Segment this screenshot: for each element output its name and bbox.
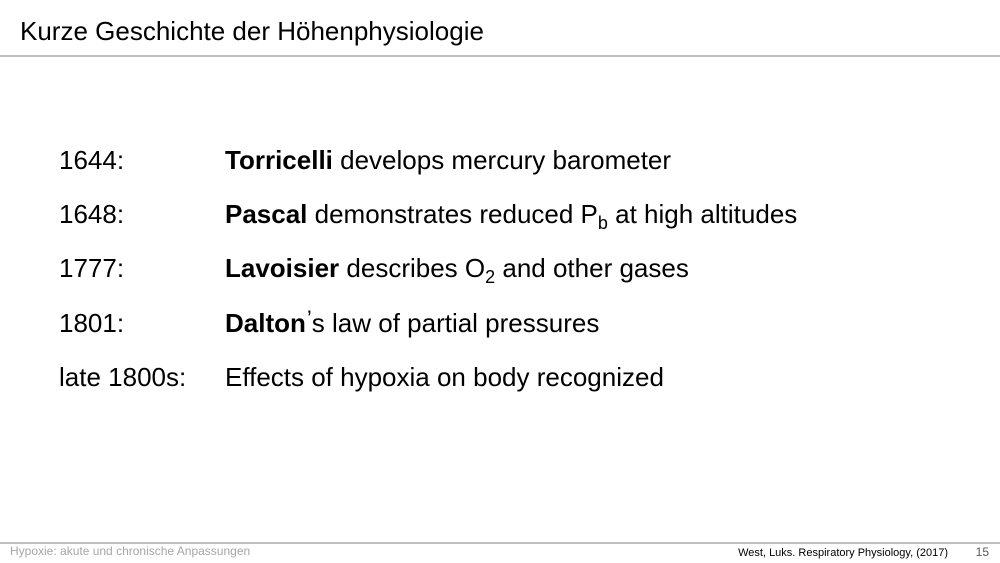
event-text: describes O: [339, 253, 486, 283]
event-text-continued: at high altitudes: [607, 199, 798, 229]
event-text: demonstrates reduced P: [307, 199, 598, 229]
timeline-year: late 1800s:: [59, 362, 187, 392]
timeline-year: 1777:: [59, 253, 125, 283]
pressure-subscript: b: [597, 213, 608, 233]
timeline-year: 1648:: [59, 199, 125, 229]
timeline-event: [225, 360, 664, 394]
timeline-year: 1644:: [59, 145, 125, 175]
timeline-row-1648: [0, 197, 1000, 237]
event-text: s law of partial pressures: [311, 308, 600, 338]
timeline-row-1644: [0, 143, 1000, 183]
event-text: Effects of hypoxia on body recognized: [225, 362, 664, 392]
page-number: 15: [975, 545, 989, 559]
timeline-event: [225, 306, 599, 340]
timeline-event: [225, 197, 797, 231]
timeline-year: 1801:: [59, 308, 125, 338]
timeline-row-late-1800s: [0, 360, 1000, 400]
timeline-row-1801: [0, 306, 1000, 346]
slide-title: Kurze Geschichte der Höhenphysiologie: [20, 16, 484, 46]
timeline-row-1777: [0, 251, 1000, 291]
person-name: Pascal: [225, 199, 308, 229]
timeline-event: [225, 251, 689, 285]
person-name: Torricelli: [225, 145, 333, 175]
event-text: develops mercury barometer: [332, 145, 672, 175]
event-text-continued: and other gases: [495, 253, 689, 283]
possessive-apostrophe: ’: [306, 306, 312, 331]
footer-reference: West, Luks. Respiratory Physiology, (2017): [738, 547, 948, 559]
timeline-event: [225, 143, 671, 177]
person-name: Dalton: [225, 308, 306, 338]
title-divider: [0, 55, 1000, 57]
oxygen-subscript: 2: [485, 267, 496, 287]
footer-course-title: Hypoxie: akute und chronische Anpassungen: [10, 544, 251, 558]
person-name: Lavoisier: [225, 253, 340, 283]
